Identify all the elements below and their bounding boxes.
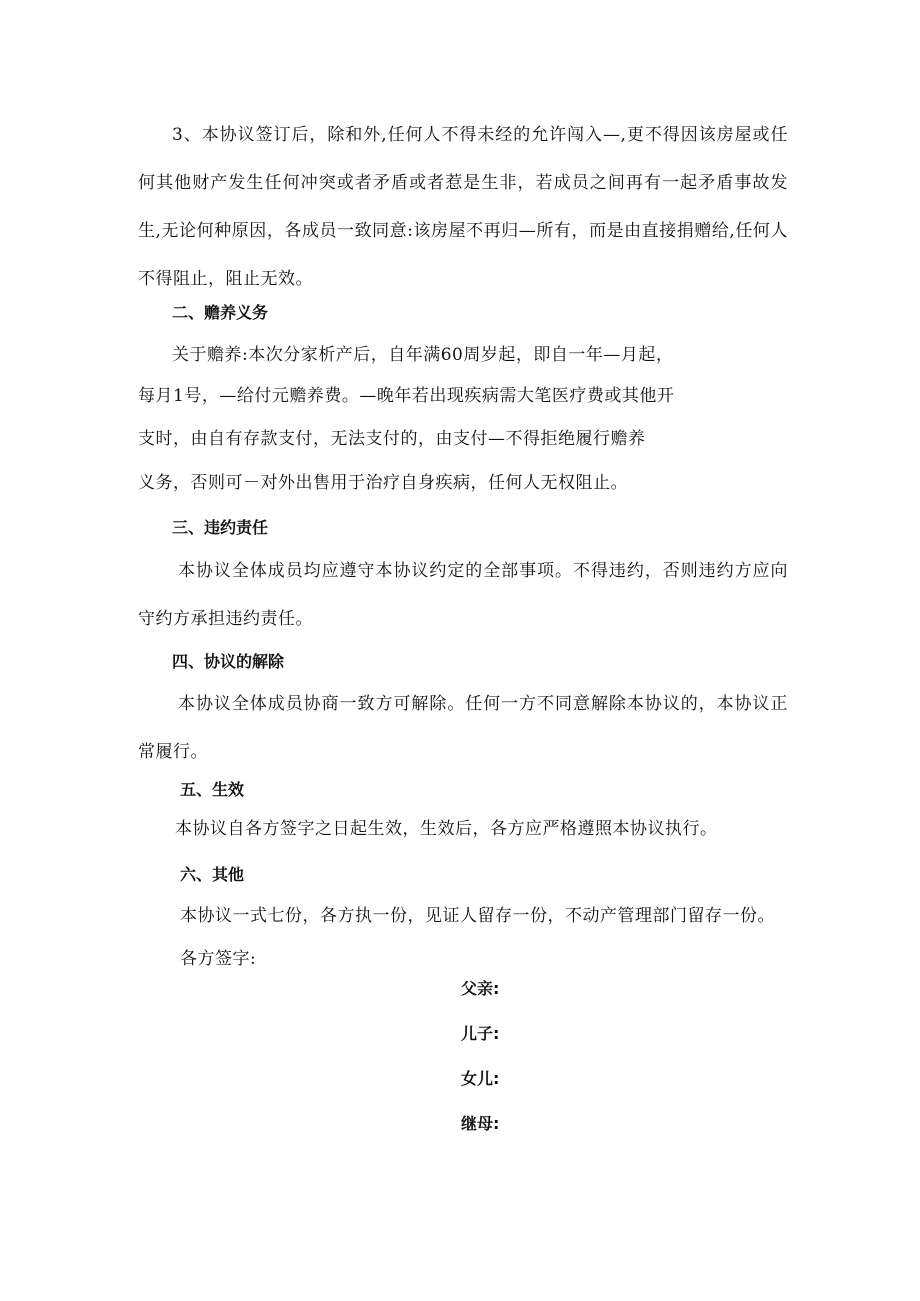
section-heading-support: 二、赡养义务 bbox=[172, 303, 269, 322]
section-heading-termination: 四、协议的解除 bbox=[172, 652, 285, 671]
signature-stepmother: 继母: bbox=[461, 1114, 500, 1133]
termination-paragraph: 本协议全体成员协商一致方可解除。任何一方不同意解除本协议的，本协议正常履行。 bbox=[138, 694, 788, 762]
liability-paragraph: 本协议全体成员均应遵守本协议约定的全部事项。不得违约，否则违约方应向守约方承担违约责任。 bbox=[138, 561, 788, 629]
other-paragraph: 本协议一式七份，各方执一份，见证人留存一份，不动产管理部门留存一份。 bbox=[180, 906, 775, 926]
signature-son: 儿子: bbox=[461, 1024, 500, 1043]
section-heading-other: 六、其他 bbox=[180, 865, 245, 884]
signature-label: 各方签字: bbox=[180, 949, 257, 969]
signature-daughter: 女儿: bbox=[461, 1069, 500, 1088]
support-line-4: 义务，否则可－对外出售用于治疗自身疾病，任何人无权阻止。 bbox=[138, 473, 628, 493]
effect-paragraph: 本协议自各方签字之日起生效，生效后，各方应严格遵照本协议执行。 bbox=[175, 819, 718, 839]
support-line-1: 关于赡养:本次分家析产后，自年满60周岁起，即自一年—月起， bbox=[172, 345, 674, 365]
signature-father: 父亲: bbox=[461, 979, 500, 998]
clause-3-paragraph: 3、本协议签订后，除和外,任何人不得未经的允许闯入—,更不得因该房屋或任何其他财产发生任何冲突或者矛盾或者惹是生非，若成员之间再有一起矛盾事故发生,无论何种原因，各成员一致同意:该房屋不再归—所有，而是由直接捐赠给,任何人不得阻止，阻止无效。 bbox=[138, 125, 788, 289]
section-heading-effect: 五、生效 bbox=[180, 780, 245, 799]
section-heading-liability: 三、违约责任 bbox=[172, 518, 269, 537]
support-line-2: 每月1号，—给付元赡养费。—晚年若出现疾病需大笔医疗费或其他开 bbox=[138, 386, 675, 406]
support-line-3: 支时，由自有存款支付，无法支付的，由支付—不得拒绝履行赡养 bbox=[138, 429, 646, 449]
